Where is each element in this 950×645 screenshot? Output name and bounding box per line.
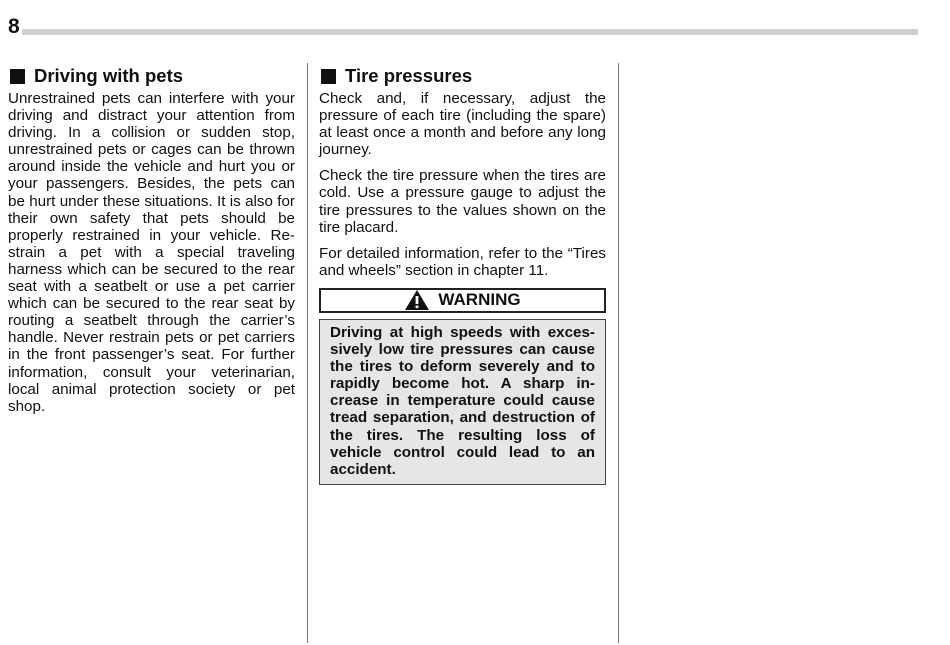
middle-column <box>319 64 606 485</box>
tire-paragraph-3: For detailed information, refer to the “Tires and wheels” section in chapter 11. <box>319 244 606 279</box>
tire-paragraph-1: Check and, if necessary, adjust the pressure of each tire (including the spare) at least once a month and before any long journey. <box>319 90 606 159</box>
square-bullet-icon <box>10 69 25 84</box>
square-bullet-icon <box>321 69 336 84</box>
warning-header <box>319 288 606 313</box>
section-title-text: Tire pressures <box>345 65 473 86</box>
header-rule <box>22 29 918 35</box>
column-divider-left <box>307 63 308 643</box>
warning-label: WARNING <box>438 290 521 310</box>
column-divider-right <box>618 63 619 643</box>
page-number: 8 <box>8 15 20 38</box>
warning-body: Driving at high speeds with exces-sively low tire pressures can cause the tires to deform severely and to rapidly become hot. A sharp in-crease in temperature could cause tread separation, and destruction of the tires. The resulting loss of vehicle control could lead to an accident. <box>319 319 606 485</box>
left-column <box>8 64 295 424</box>
tire-paragraph-2: Check the tire pressure when the tires are cold. Use a pressure gauge to adjust the tire pressures to the values shown on the tire placard. <box>319 167 606 236</box>
section-title-driving-with-pets <box>8 64 295 88</box>
warning-triangle-icon <box>404 289 430 311</box>
section-title-tire-pressures <box>319 64 606 88</box>
pets-paragraph: Unrestrained pets can interfere with your driving and distract your attention from driving. In a collision or sudden stop, unrestrained pets or cages can be thrown around inside the vehicle and hurt you or your passengers. Besides, the pets can be hurt under these situations. It is also for their own safety that pets should be properly restrained in your vehicle. Re-strain a pet with a special traveling harness which can be secured to the rear seat with a seatbelt or use a pet carrier which can be secured to the rear seat by routing a seatbelt through the carrier’s handle. Never restrain pets or pet carriers in the front passenger’s seat. For further information, consult your veterinarian, local animal protection society or pet shop. <box>8 90 295 415</box>
section-title-text: Driving with pets <box>34 65 184 86</box>
